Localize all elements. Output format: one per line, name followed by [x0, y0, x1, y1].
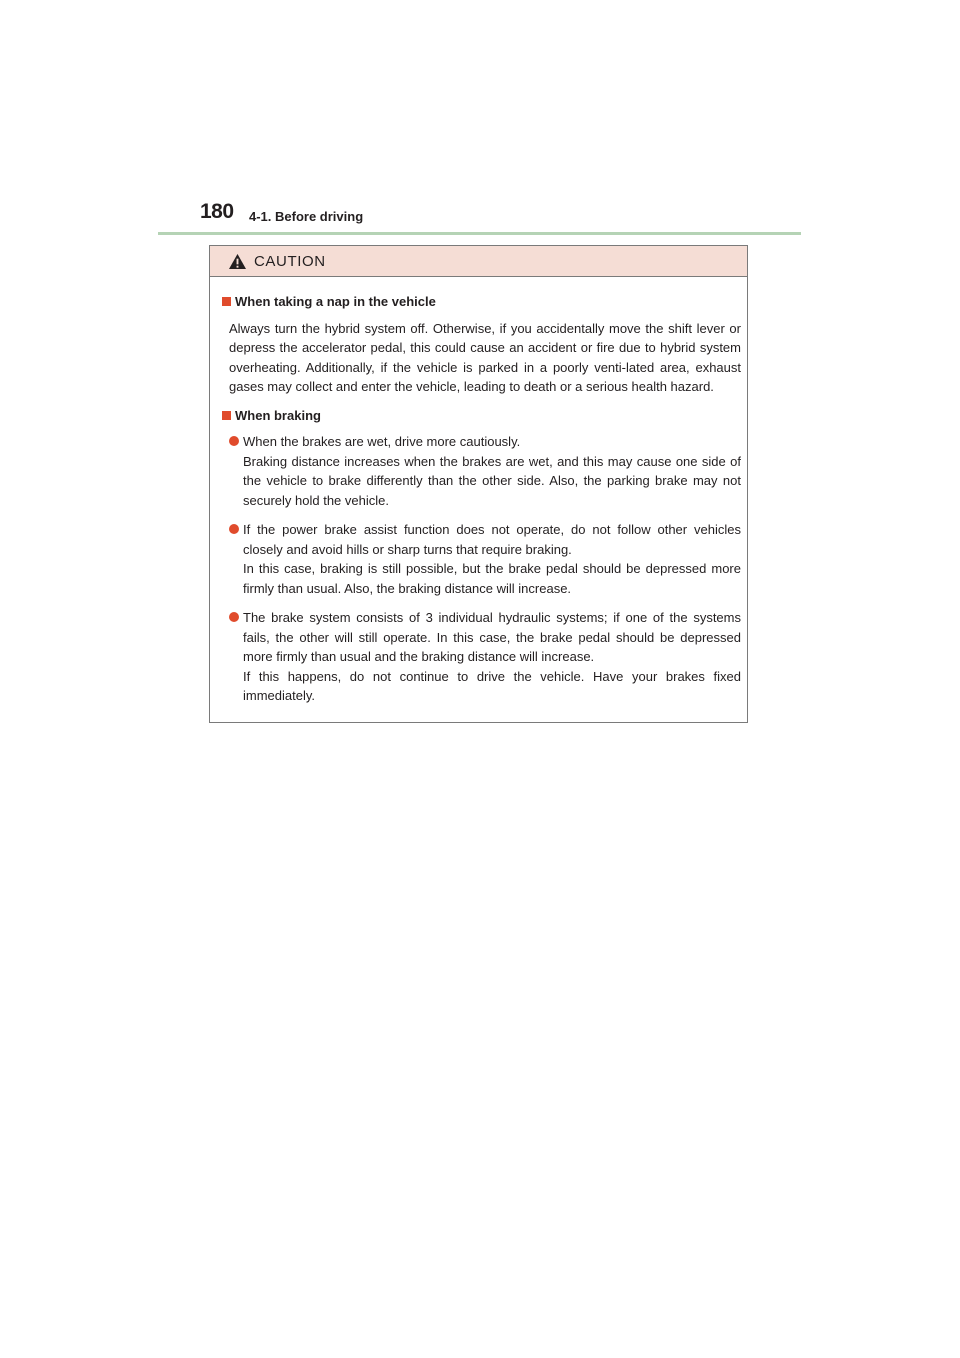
- caution-box: [209, 245, 748, 723]
- header-divider: [158, 232, 801, 235]
- warning-triangle-icon: [228, 253, 247, 270]
- bullet-lead: If the power brake assist function does not operate, do not follow other vehicles closely and avoid hills or sharp turns that require braking.: [243, 522, 741, 557]
- section-title: 4-1. Before driving: [249, 209, 364, 224]
- section-heading-text: When braking: [235, 407, 321, 423]
- bullet-detail: In this case, braking is still possible, but the brake pedal should be depressed more firmly than usual. Also, the braking distance will increase.: [243, 561, 741, 596]
- circle-bullet-icon: [229, 436, 239, 446]
- square-bullet-icon: [222, 297, 231, 306]
- list-item: [229, 432, 741, 510]
- caution-label: CAUTION: [254, 252, 326, 270]
- circle-bullet-icon: [229, 524, 239, 534]
- caution-body: [210, 277, 747, 706]
- section-nap: [222, 292, 741, 397]
- circle-bullet-icon: [229, 612, 239, 622]
- bullet-lead: The brake system consists of 3 individual hydraulic systems; if one of the systems fails, the other will still operate. In this case, the brake pedal should be depressed more firmly than usual and the braking distance will increase.: [243, 610, 741, 664]
- section-heading: [222, 406, 741, 426]
- caution-header: [210, 246, 747, 277]
- list-item: [229, 520, 741, 598]
- square-bullet-icon: [222, 411, 231, 420]
- page-number: 180: [200, 200, 234, 223]
- bullet-detail: If this happens, do not continue to drive the vehicle. Have your brakes fixed immediately.: [243, 668, 741, 703]
- section-braking: [222, 406, 741, 706]
- bullet-detail: Braking distance increases when the brakes are wet, and this may cause one side of the vehicle to brake differently than the other side. Also, the parking brake may not securely hold the vehicle.: [243, 453, 741, 508]
- section-heading-text: When taking a nap in the vehicle: [235, 294, 436, 309]
- section-paragraph: Always turn the hybrid system off. Otherwise, if you accidentally move the shift lever or depress the accelerator pedal, this could cause an accident or fire due to hybrid system overheating. Additionally, if the vehicle is parked in a poorly venti-lated area, exhaust gases may collect and enter the vehicle, leading to death or a serious health hazard.: [229, 320, 741, 394]
- bullet-lead: When the brakes are wet, drive more cautiously.: [243, 434, 521, 449]
- list-item: [229, 608, 741, 706]
- section-heading: [222, 292, 741, 312]
- page-header: [0, 0, 960, 240]
